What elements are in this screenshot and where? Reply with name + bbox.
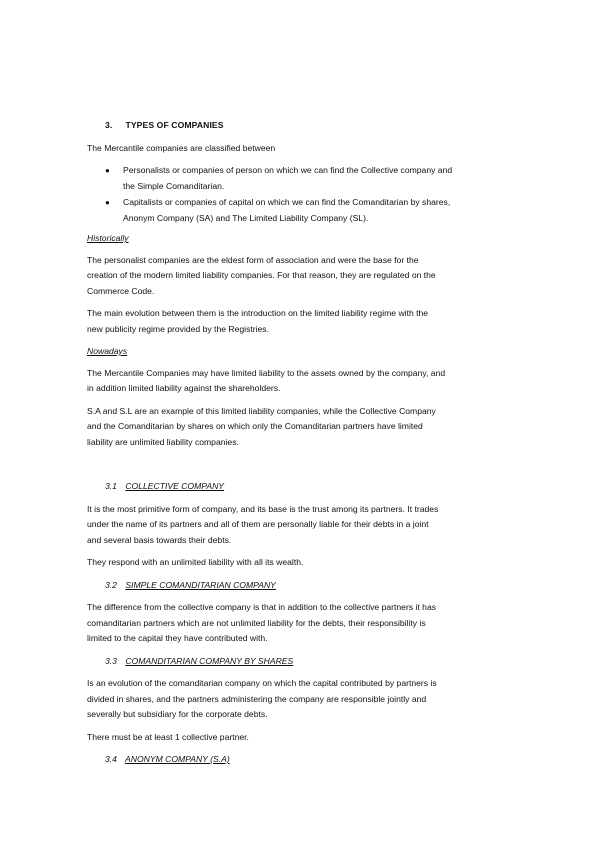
text-line: limited to the capital they have contributed with.: [87, 633, 268, 643]
intro-paragraph: The Mercantile companies are classified between: [87, 142, 276, 153]
text-line: liability are unlimited liability companies.: [87, 436, 239, 447]
subsection-number: 3.4: [105, 754, 117, 764]
nowadays-heading: Nowadays: [87, 346, 128, 356]
text-line: and the Comanditarian by shares on which only the Comanditarian partners have limited: [87, 421, 423, 431]
classification-list: [87, 163, 517, 226]
text-line: The Mercantile Companies may have limited liability to the assets owned by the company, and: [87, 367, 446, 378]
list-item-line: Capitalists or companies of capital on which we can find the Comanditarian by shares,: [123, 197, 451, 207]
list-item-line: Anonym Company (SA) and The Limited Liability Company (SL).: [123, 212, 369, 223]
comanditarian-shares-paragraph-2: [87, 730, 517, 746]
text-line: Is an evolution of the comanditarian company on which the capital contributed by partners is: [87, 678, 437, 688]
nowadays-paragraph-1: [87, 366, 517, 397]
text-line: creation of the modern limited liability companies. For that reason, they are regulated on the: [87, 270, 436, 280]
historically-heading: Historically: [87, 233, 129, 243]
bullet-icon: ●: [105, 198, 110, 207]
document-body: [87, 118, 517, 775]
subsection-title: ANONYM COMPANY (S.A): [125, 754, 230, 764]
text-line: in addition limited liability against the shareholders.: [87, 383, 281, 393]
text-line: There must be at least 1 collective partner.: [87, 731, 249, 742]
text-line: They respond with an unlimited liability with all its wealth.: [87, 557, 304, 567]
historically-paragraph-1: [87, 253, 517, 300]
text-line: divided in shares, and the partners administering the company are responsible jointly and: [87, 693, 427, 704]
subsection-heading-3-3: [105, 654, 517, 670]
text-line: The personalist companies are the eldest form of association and were the base for the: [87, 254, 419, 265]
text-line: new publicity regime provided by the Registries.: [87, 323, 269, 334]
text-line: S.A and S.L are an example of this limited liability companies, while the Collective Company: [87, 405, 436, 416]
subsection-heading-3-2: [105, 578, 517, 594]
subsection-heading-3-4: [105, 752, 517, 768]
section-title: TYPES OF COMPANIES: [125, 120, 224, 130]
list-item-line: the Simple Comanditarian.: [123, 180, 225, 191]
subsection-number: 3.1: [105, 481, 117, 491]
collective-paragraph-2: [87, 555, 517, 571]
subsection-number: 3.3: [105, 655, 117, 666]
text-line: The main evolution between them is the introduction on the limited liability regime with the: [87, 308, 429, 318]
comanditarian-shares-paragraph-1: [87, 676, 517, 723]
text-line: and several basis towards their debts.: [87, 534, 232, 545]
simple-comanditarian-paragraph: [87, 600, 517, 647]
text-line: comanditarian partners which are not unlimited liability for the debts, their responsibility is: [87, 617, 426, 628]
subsection-number: 3.2: [105, 579, 117, 590]
subsection-heading-3-1: [105, 479, 517, 495]
list-item: [87, 195, 517, 226]
subsection-title: SIMPLE COMANDITARIAN COMPANY: [125, 579, 276, 590]
text-line: Commerce Code.: [87, 285, 155, 296]
section-heading: [105, 118, 517, 134]
historically-paragraph-2: [87, 306, 517, 337]
section-number: 3.: [105, 120, 113, 130]
list-item-line: Personalists or companies of person on which we can find the Collective company and: [123, 165, 453, 175]
text-line: The difference from the collective company is that in addition to the collective partners it has: [87, 602, 437, 612]
nowadays-paragraph-2: [87, 404, 517, 451]
bullet-icon: ●: [105, 166, 110, 175]
text-line: severally but subsidiary for the corporate debts.: [87, 709, 268, 719]
section-spacer: [87, 457, 517, 479]
subsection-title: COLLECTIVE COMPANY: [125, 481, 225, 491]
collective-paragraph-1: [87, 502, 517, 549]
list-item: [87, 163, 517, 194]
subsection-title: COMANDITARIAN COMPANY BY SHARES: [125, 655, 294, 666]
text-line: under the name of its partners and all of them are personally liable for their debts in a joint: [87, 519, 429, 529]
text-line: It is the most primitive form of company, and its base is the trust among its partners. It trades: [87, 503, 439, 514]
